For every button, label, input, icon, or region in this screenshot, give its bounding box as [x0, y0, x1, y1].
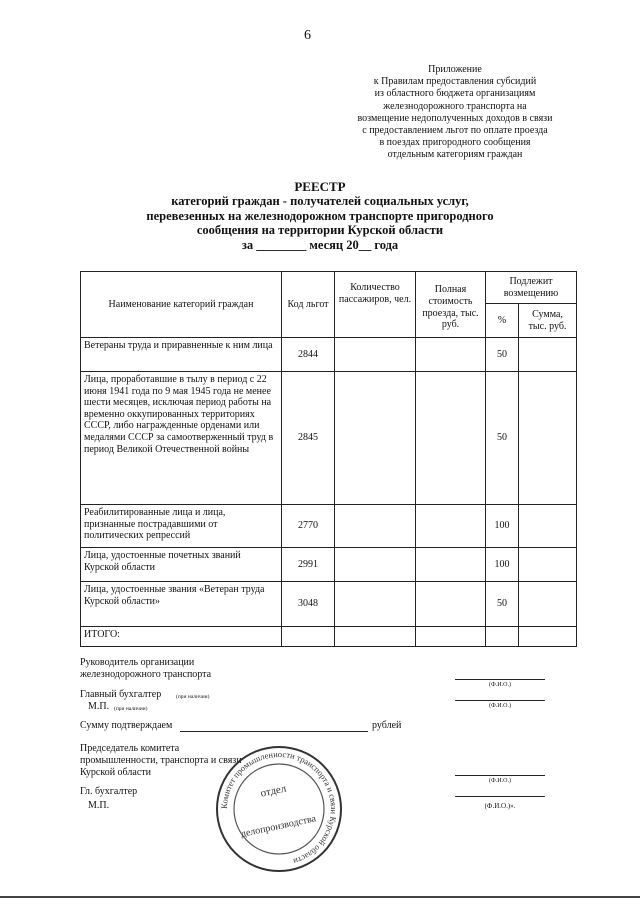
- row-percent: 100: [486, 505, 519, 548]
- appendix-line: с предоставлением льгот по оплате проезда: [362, 125, 548, 137]
- header-sum: Сумма, тыс. руб.: [519, 304, 577, 338]
- document-title: [120, 180, 520, 252]
- title-line: категорий граждан - получателей социальных услуг,: [171, 194, 469, 209]
- sum-confirm-label: Сумму подтверждаем: [80, 720, 173, 731]
- title-line: сообщения на территории Курской области: [196, 223, 444, 238]
- row-percent: 50: [486, 372, 519, 505]
- table-row: [81, 582, 577, 627]
- total-label: ИТОГО:: [81, 627, 282, 647]
- rubles-label: рублей: [372, 720, 402, 731]
- fio-caption: (Ф.И.О.): [489, 778, 511, 784]
- row-full-cost: [416, 372, 486, 505]
- fio-caption: (Ф.И.О.): [489, 703, 511, 709]
- row-category: Реабилитированные лица и лица, признанные пострадавшими от политических репрессий: [81, 505, 282, 548]
- stamp-outer-ring: [217, 747, 341, 871]
- row-passengers: [335, 582, 416, 627]
- appendix-line: в поездах пригородного сообщения: [379, 137, 531, 149]
- appendix-line: железнодорожного транспорта на: [383, 100, 527, 112]
- chairman-label-line3: Курской области: [80, 767, 151, 778]
- title-heading: РЕЕСТР: [294, 179, 346, 194]
- appendix-line: возмещение недополученных доходов в связи: [357, 112, 553, 124]
- title-period-line: за ________ месяц 20__ года: [241, 237, 399, 252]
- if-present-note: (при наличии): [176, 694, 210, 700]
- seal-place-label: М.П.: [88, 800, 110, 811]
- table-row: [81, 338, 577, 372]
- header-category: Наименование категорий граждан: [81, 272, 282, 338]
- row-full-cost: [416, 582, 486, 627]
- row-passengers: [335, 372, 416, 505]
- signature-line: [455, 700, 545, 701]
- title-line: перевезенных на железнодорожном транспорте пригородного: [146, 208, 494, 223]
- if-present-note: (при наличии): [114, 706, 148, 712]
- row-sum: [519, 548, 577, 582]
- appendix-note: [330, 64, 580, 162]
- stamp-inner-ring: [234, 764, 324, 854]
- appendix-line: из областного бюджета организациям: [374, 88, 536, 100]
- signature-line: [455, 796, 545, 797]
- row-category: Лица, удостоенные почетных званий Курской области: [81, 548, 282, 582]
- table-header-row: [81, 272, 577, 304]
- official-stamp: [214, 744, 344, 874]
- stamp-ring-text: Комитет промышленности транспорта и связи Курской области: [218, 748, 340, 867]
- head-label-line2: железнодорожного транспорта: [80, 669, 212, 680]
- row-category: Лица, проработавшие в тылу в период с 22 июня 1941 года по 9 мая 1945 года не менее шести месяцев, исключая период работы на временно оккупированных территориях СССР, либо награжденные орденами или медалями СССР за самоотверженный труд в период Великой Отечественной войны: [81, 372, 282, 505]
- row-code: 2991: [282, 548, 335, 582]
- header-passengers: Количество пассажиров, чел.: [335, 272, 416, 338]
- row-code: 2770: [282, 505, 335, 548]
- appendix-line: Приложение: [428, 64, 482, 75]
- header-percent: %: [486, 304, 519, 338]
- row-code: 2845: [282, 372, 335, 505]
- fio-caption: (Ф.И.О.)».: [484, 802, 516, 810]
- sum-blank-line: [180, 731, 368, 732]
- row-sum: [519, 338, 577, 372]
- seal-place-label: М.П.: [88, 701, 110, 712]
- row-code: 2844: [282, 338, 335, 372]
- page-number: 6: [304, 28, 311, 43]
- table-row: [81, 505, 577, 548]
- header-full-cost: Полная стоимость проезда, тыс. руб.: [416, 272, 486, 338]
- row-passengers: [335, 548, 416, 582]
- row-percent: 50: [486, 338, 519, 372]
- row-passengers: [335, 338, 416, 372]
- row-sum: [519, 505, 577, 548]
- row-percent: 100: [486, 548, 519, 582]
- row-sum: [519, 582, 577, 627]
- table-row: [81, 548, 577, 582]
- signature-line: [455, 679, 545, 680]
- appendix-line: отдельным категориям граждан: [387, 149, 523, 161]
- row-percent: 50: [486, 582, 519, 627]
- stamp-center-line2: делопроизводства: [239, 813, 318, 840]
- stamp-center-line1: отдел: [259, 782, 288, 800]
- row-full-cost: [416, 548, 486, 582]
- chairman-label-line1: Председатель комитета: [80, 743, 180, 754]
- bottom-rule: [0, 896, 640, 898]
- row-sum: [519, 372, 577, 505]
- header-code: Код льгот: [282, 272, 335, 338]
- head-label-line1: Руководитель организации: [80, 657, 195, 668]
- row-category: Ветераны труда и приравненные к ним лица: [81, 338, 282, 372]
- table-row: [81, 372, 577, 505]
- total-row: [81, 627, 577, 647]
- row-full-cost: [416, 505, 486, 548]
- row-category: Лица, удостоенные звания «Ветеран труда Курской области»: [81, 582, 282, 627]
- appendix-line: к Правилам предоставления субсидий: [373, 76, 537, 88]
- header-reimburse: Подлежит возмещению: [486, 272, 577, 304]
- row-code: 3048: [282, 582, 335, 627]
- chairman-label-line2: промышленности, транспорта и связи: [80, 755, 242, 766]
- chief-accountant-label: Главный бухгалтер: [80, 689, 162, 700]
- row-passengers: [335, 505, 416, 548]
- fio-caption: (Ф.И.О.): [489, 682, 511, 688]
- chief-accountant-short-label: Гл. бухгалтер: [80, 786, 138, 797]
- row-full-cost: [416, 338, 486, 372]
- registry-table: [80, 271, 577, 647]
- signature-line: [455, 775, 545, 776]
